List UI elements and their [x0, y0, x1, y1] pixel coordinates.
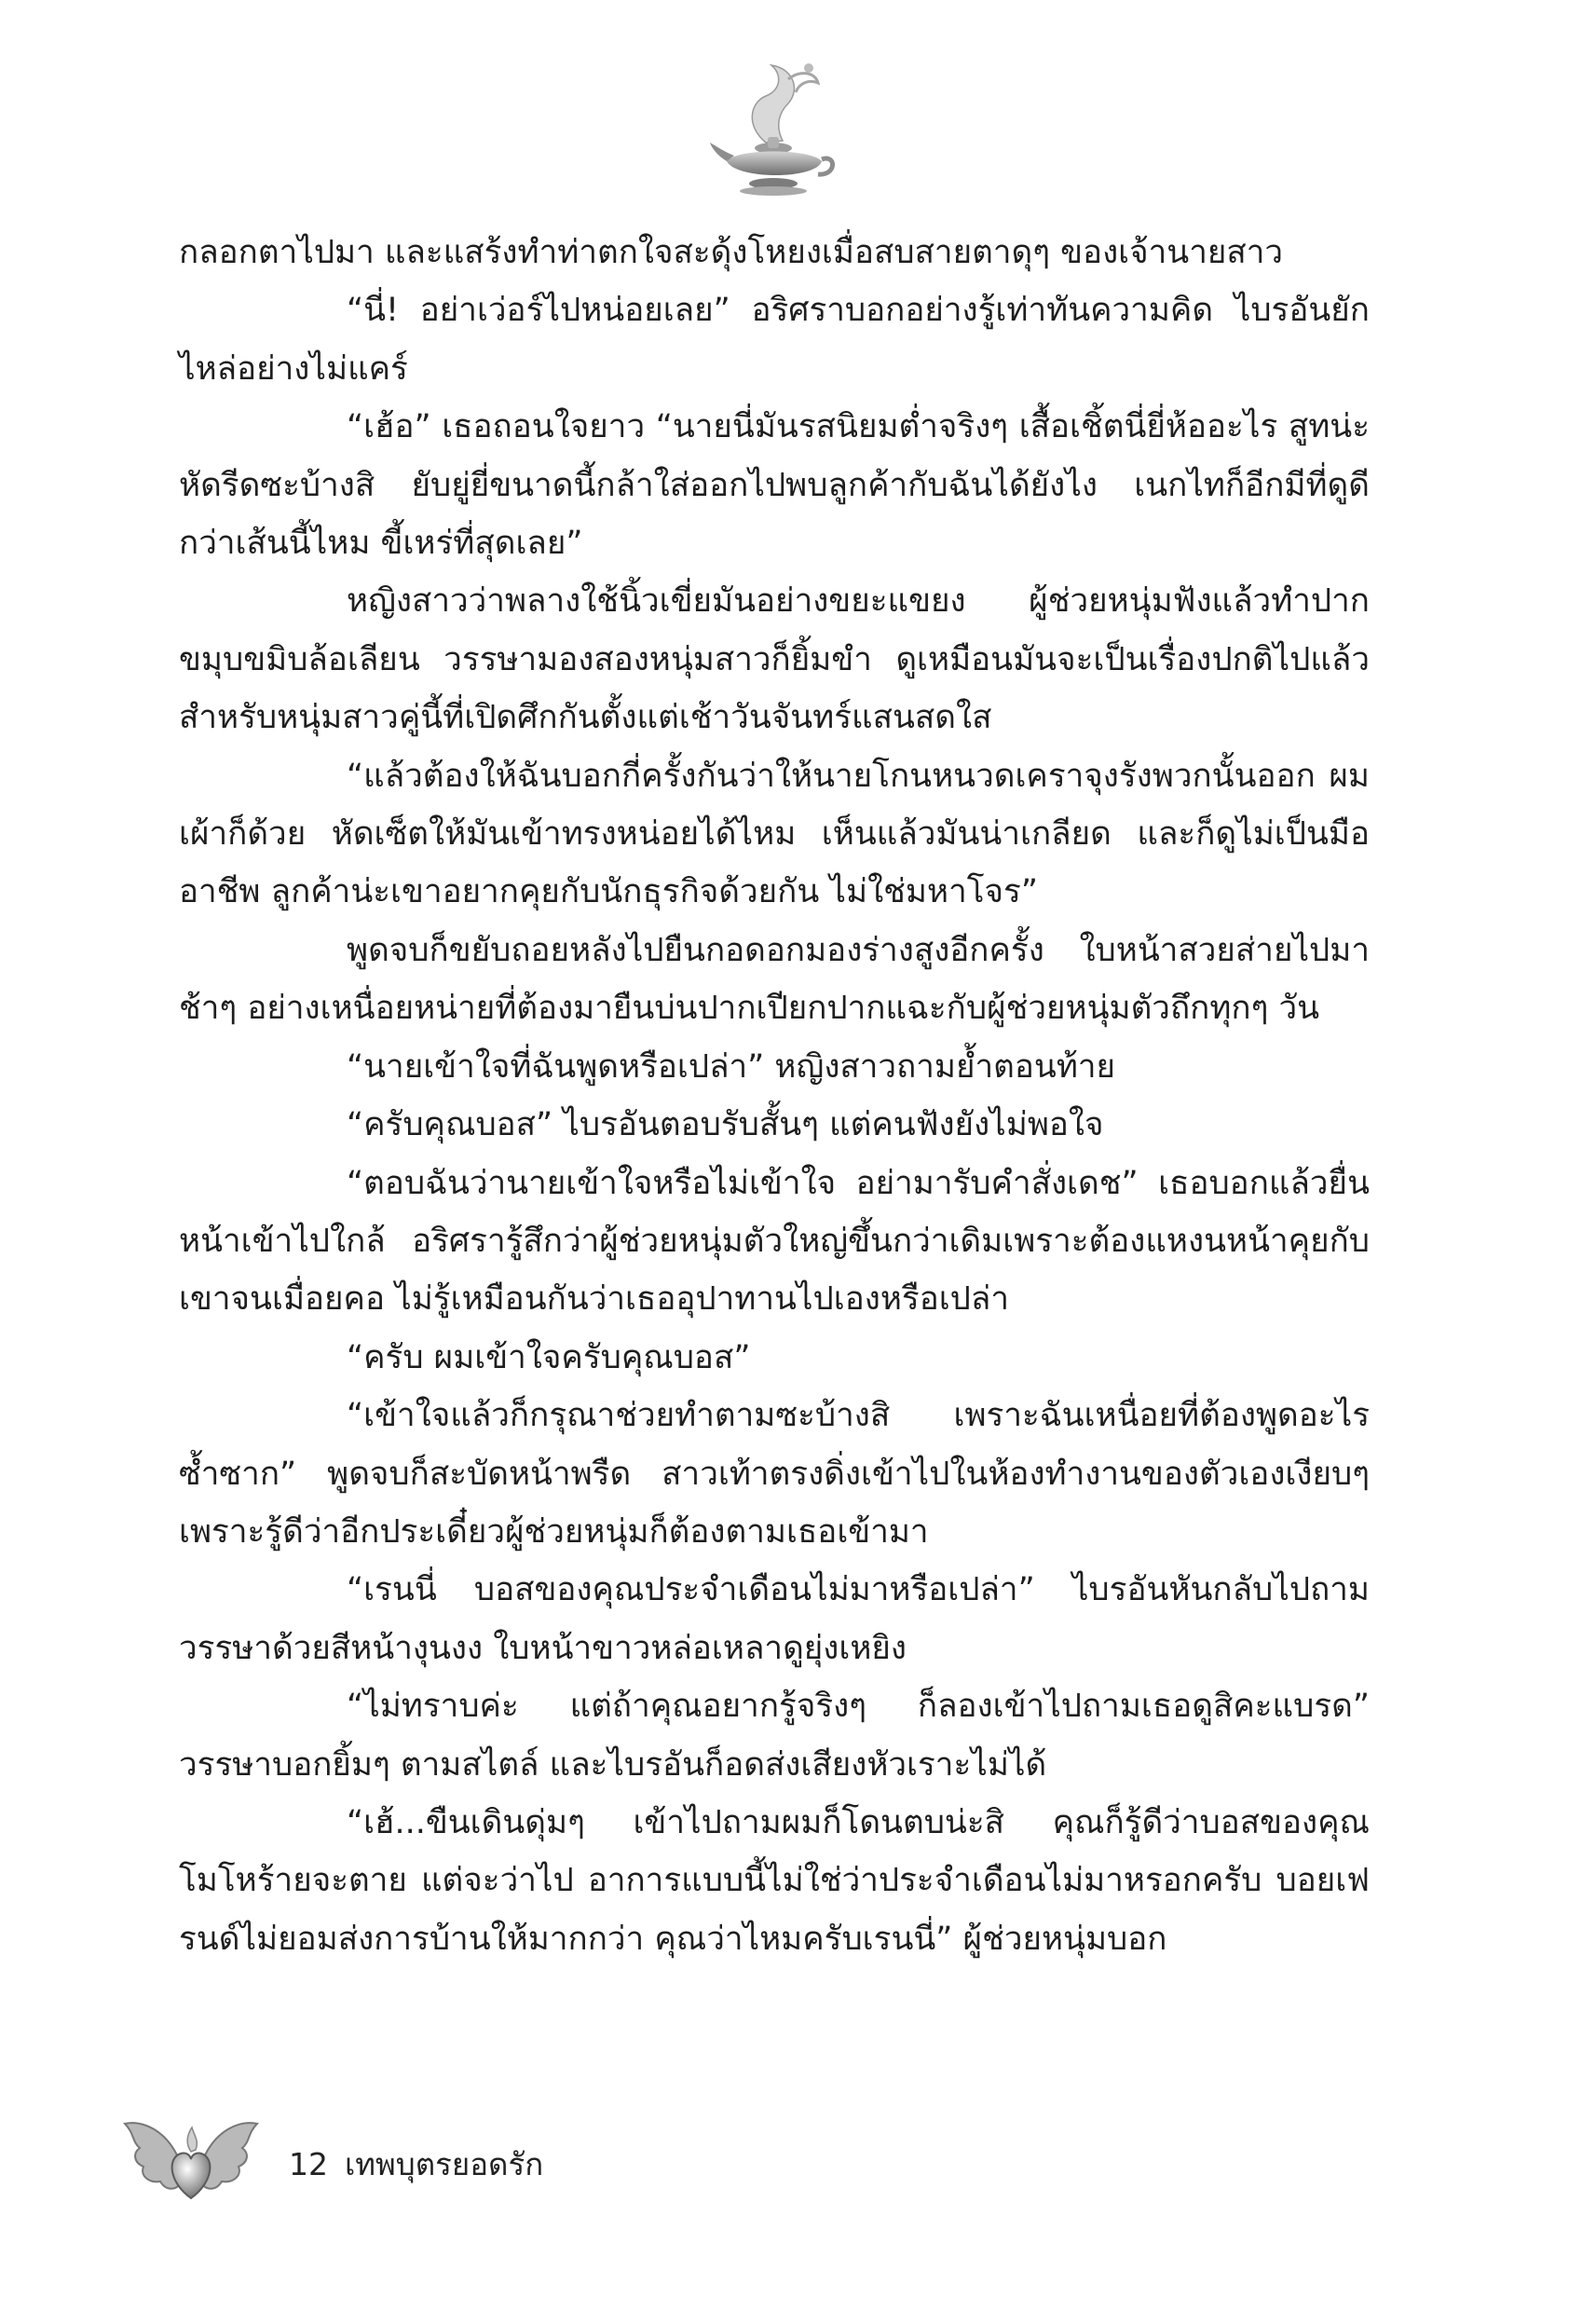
paragraph-4: หญิงสาวว่าพลางใช้นิ้วเขี่ยมันอย่างขยะแขยง ผู้ช่วยหนุ่มฟังแล้วทำปากขมุบขมิบล้อเลียน วรรษามองสองหนุ่มสาวก็ยิ้มขำ ดูเหมือนมันจะเป็นเรื่องปกติไปแล้วสำหรับหนุ่มสาวคู่นี้ที่เปิดศึกกันตั้งแต่เช้าวันจันทร์แสนสดใส [179, 582, 1370, 737]
bat-heart-icon [121, 2101, 261, 2222]
paragraph-9: “ตอบฉันว่านายเข้าใจหรือไม่เข้าใจ อย่ามารับคำสั่งเดช” เธอบอกแล้วยื่นหน้าเข้าไปใกล้ อริศรารู้สึกว่าผู้ช่วยหนุ่มตัวใหญ่ขึ้นกว่าเดิมเพราะต้องแหงนหน้าคุยกับเขาจนเมื่อยคอ ไม่รู้เหมือนกันว่าเธออุปาทานไปเองหรือเปล่า [179, 1164, 1370, 1319]
paragraph-10: “ครับ ผมเข้าใจครับคุณบอส” [347, 1338, 751, 1376]
paragraph-3: “เฮ้อ” เธอถอนใจยาว “นายนี่มันรสนิยมต่ำจริงๆ เสื้อเชิ้ตนี่ยี่ห้ออะไร สูทน่ะหัดรีดซะบ้างสิ ยับยู่ยี่ขนาดนี้กล้าใส่ออกไปพบลูกค้ากับฉันได้ยังไง เนกไทก็อีกมีที่ดูดีกว่าเส้นนี้ไหม ขี้เหร่ที่สุดเลย” [179, 408, 1370, 563]
genie-lamp-icon [708, 51, 839, 210]
genie-lamp-svg [708, 51, 839, 210]
paragraph-5: “แล้วต้องให้ฉันบอกกี่ครั้งกันว่าให้นายโกนหนวดเคราจุงรังพวกนั้นออก ผมเผ้าก็ด้วย หัดเซ็ตให้มันเข้าทรงหน่อยได้ไหม เห็นแล้วมันน่าเกลียด และก็ดูไม่เป็นมืออาชีพ ลูกค้าน่ะเขาอยากคุยกับนักธุรกิจด้วยกัน ไม่ใช่มหาโจร” [179, 757, 1370, 911]
page-number: 12 [289, 2146, 328, 2182]
book-title: เทพบุตรยอดรัก [345, 2146, 544, 2182]
paragraph-14: “เฮ้...ขืนเดินดุ่มๆ เข้าไปถามผมก็โดนตบน่ะสิ คุณก็รู้ดีว่าบอสของคุณโมโหร้ายจะตาย แต่จะว่าไป อาการแบบนี้ไม่ใช่ว่าประจำเดือนไม่มาหรอกครับ บอยเฟรนด์ไม่ยอมส่งการบ้านให้มากกว่า คุณว่าไหมครับเรนนี่” ผู้ช่วยหนุ่มบอก [179, 1803, 1370, 1958]
paragraph-1: กลอกตาไปมา และแสร้งทำท่าตกใจสะดุ้งโหยงเมื่อสบสายตาดุๆ ของเจ้านายสาว [179, 234, 1284, 271]
paragraph-13: “ไม่ทราบค่ะ แต่ถ้าคุณอยากรู้จริงๆ ก็ลองเข้าไปถามเธอดูสิคะแบรด” วรรษาบอกยิ้มๆ ตามสไตล์ และไบรอันก็อดส่งเสียงหัวเราะไม่ได้ [179, 1688, 1370, 1784]
page-footer [121, 2101, 773, 2260]
paragraph-8: “ครับคุณบอส” ไบรอันตอบรับสั้นๆ แต่คนฟังยังไม่พอใจ [347, 1106, 1104, 1144]
paragraph-2: “นี่! อย่าเว่อร์ไปหน่อยเลย” อริศราบอกอย่างรู้เท่าทันความคิด ไบรอันยักไหล่อย่างไม่แคร์ [179, 292, 1370, 388]
paragraph-6: พูดจบก็ขยับถอยหลังไปยืนกอดอกมองร่างสูงอีกครั้ง ใบหน้าสวยส่ายไปมาช้าๆ อย่างเหนื่อยหน่ายที่ต้องมายืนบ่นปากเปียกปากแฉะกับผู้ช่วยหนุ่มตัวถึกทุกๆ วัน [179, 931, 1370, 1028]
paragraph-11: “เข้าใจแล้วก็กรุณาช่วยทำตามซะบ้างสิ เพราะฉันเหนื่อยที่ต้องพูดอะไรซ้ำซาก” พูดจบก็สะบัดหน้าพรืด สาวเท้าตรงดิ่งเข้าไปในห้องทำงานของตัวเองเงียบๆ เพราะรู้ดีว่าอีกประเดี๋ยวผู้ช่วยหนุ่มก็ต้องตามเธอเข้ามา [179, 1397, 1370, 1551]
paragraph-7: “นายเข้าใจที่ฉันพูดหรือเปล่า” หญิงสาวถามย้ำตอนท้าย [347, 1047, 1116, 1086]
paragraph-12: “เรนนี่ บอสของคุณประจำเดือนไม่มาหรือเปล่า” ไบรอันหันกลับไปถามวรรษาด้วยสีหน้างุนงง ใบหน้าขาวหล่อเหลาดูยุ่งเหยิง [179, 1571, 1370, 1667]
body-text [179, 224, 1370, 1968]
bat-heart-svg [121, 2101, 261, 2222]
